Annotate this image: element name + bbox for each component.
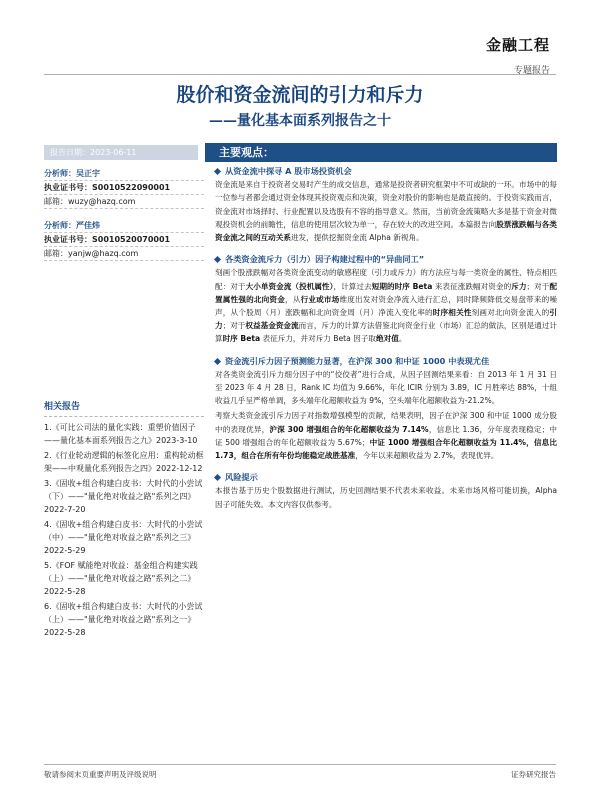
diamond-bullet-icon [214,256,221,263]
body-text: 而言，斥力的计算方法借鉴北向资金行业（市场）汇总的做法，区别是通过计算 [215,321,558,344]
emphasis-text: 配置属性强的北向资金 [215,281,558,304]
section-heading-text: 从资金流中探寻 A 股市场投资机会 [225,166,352,176]
body-text: ，计算过去 [333,281,372,291]
body-text: 。 [398,334,407,344]
related-report-item[interactable]: 6.《固收+组合构建白皮书：大时代的小尝试（上）——"量化绝对收益之路"系列之一》2022-5-28 [44,602,203,637]
emphasis-text: 中证 1000 增强组合年化超额收益为 11.4%，信息比 1.73，组合在所有年份均能稳定战胜基准 [215,437,557,461]
emphasis-text: 斥力 [511,281,527,291]
body-text: 本报告基于历史个股数据进行测试，历史回测结果不代表未来收益。未来市场风格可能切换，Alpha 因子可能失效。本文内容仅供参考。 [215,486,557,509]
emphasis-text: 沪深 300 增强组合的年化超额收益为 7.14% [269,424,429,434]
body-text: 表征斥力，并对斥力 Beta 因子取 [260,334,377,344]
related-report-item[interactable]: 2.《行业轮动逻辑的标签化应用：重构轮动框架——中观量化系列报告之四》2022-12-12 [44,451,204,473]
diamond-bullet-icon [214,358,221,365]
footer-divider [44,764,556,765]
section-heading [215,253,557,266]
analyst-email[interactable]: 邮箱：wuzy@hazq.com [44,195,204,209]
page-title: 股价和资金流间的引力和斥力 [176,84,424,106]
section-heading-text: 资金流引斥力因子预测能力显著，在沪深 300 和中证 1000 中表现尤佳 [225,355,490,366]
related-report-item[interactable]: 5.《FOF 赋能绝对收益：基金组合构建实践（上）——"量化绝对收益之路"系列之二》2022-5-28 [44,561,198,596]
section-gap [215,464,557,471]
emphasis-text: 引力 [215,308,558,331]
related-reports-title: 相关报告 [44,401,204,417]
body-text: ，从 [285,294,301,304]
main-points-content [215,165,557,513]
related-report-item[interactable]: 3.《固收+组合构建白皮书：大时代的小尝试（下）——"量化绝对收益之路"系列之四》2022-7-20 [44,479,203,514]
body-text: 刻画对北向资金流入的 [471,308,550,318]
report-type: 专题报告 [513,66,550,76]
body-text: ，今年以来超额收益为 2.7%，表现优异。 [355,451,499,461]
section-paragraph [215,409,557,462]
emphasis-text: 行业或市场 [300,294,340,304]
section-paragraph [215,178,557,244]
body-text: 刻画个股涨跌幅对各类资金流变动的敏感程度（引力或斥力）的方法应与每一类资金的属性、特点相匹配：对于 [215,268,557,291]
body-text: 对各类资金流引斥力细分因子中的“佼佼者”进行合成，从因子回测结果来看：自 2013 年 1 月 31 日至 2023 年 4 月 28 日，Rank IC 均值为 9.66%，年化 ICIR 分别为 3.89，IC 月胜率达 88%，十组收益几乎呈严格单调，多头端年化超额收益为 9%，空头端年化超额收益为-21.2%。 [215,369,557,406]
section-gap [215,348,557,355]
body-text: 维度出发对资金净流入进行汇总，同时降频降低交易盘带来的噪声，从个股周（月）涨跌幅和北向资金周（月）净流入变化率的 [215,294,558,318]
section-gap [215,246,557,253]
section-paragraph [215,484,557,510]
analyst-cert: 执业证书号：S0010520070001 [44,233,204,247]
related-report-item[interactable]: 1.《可比公司法的量化实践：重塑价值因子——量化基本面系列报告之九》2023-3-10 [44,423,198,445]
analyst-email[interactable]: 邮箱：yanjw@hazq.com [44,247,204,261]
report-category: 金融工程 [485,36,550,54]
body-text: ；对于 [526,281,550,291]
header-divider [44,74,556,75]
analyst-name: 分析师：严佳炜 [44,219,204,233]
footer-disclaimer: 敬请参阅末页重要声明及评级说明 [44,770,157,779]
page-subtitle: ——量化基本面系列报告之十 [209,113,391,129]
analyst-card [44,167,204,209]
related-report-item[interactable]: 4.《固收+组合构建白皮书：大时代的小尝试（中）——"量化绝对收益之路"系列之三》2022-5-29 [44,520,203,555]
section-heading [215,165,557,178]
diamond-bullet-icon [214,168,221,175]
report-header [486,34,550,76]
emphasis-text: 绝对值 [376,334,399,344]
emphasis-text: 时序 Beta [222,334,261,344]
section-paragraph [215,266,557,345]
report-date-bar: 报告日期：2023-06-11 [44,145,198,160]
body-text: 进发，提供挖掘资金流 Alpha 新视角。 [290,233,424,243]
main-points-label: 主要观点： [219,146,274,159]
emphasis-text: 股票涨跌幅与各类资金流之间的互动关系 [215,219,557,243]
emphasis-text: 权益基金资金流 [245,321,299,331]
body-text: 来表征涨跌幅对资金的 [432,281,512,291]
section-heading-text: 各类资金流斥力（引力）因子构建过程中的“异曲同工” [225,254,425,265]
analyst-cert: 执业证书号：S0010522090001 [44,181,204,195]
body-text: 考察大类资金流引斥力因子对指数增强模型的贡献，结果表明，因子在沪深 300 和中证 1000 成分股中的表现优异， [215,411,557,434]
section-heading [215,471,557,484]
emphasis-text: 短期的时序 Beta [371,281,433,291]
body-text: ，信息比 1.36，分年度表现稳定；中证 500 增强组合的年化超额收益为 5.67%； [215,424,557,447]
body-text: 资金流是来自于投资者交易时产生的成交信息，通常是投资者研究框架中不可或缺的一环。市场中的每一位参与者都会通过资金体现其投资观点和决策，资金对股价的影响也是最直接的。于投资实践而言，资金流对市场择时、行业配置以及选股有不容的指导意义。然而，当前资金流策略大多是基于资金对微观投资机会的前瞻性，信息的使用层次较为单一，存在较大的改进空间。本篇报告向 [215,180,557,229]
left-sidebar [44,167,204,641]
emphasis-text: 大小单资金流（投机属性） [245,281,334,291]
body-text: ；对于 [222,321,246,331]
analyst-card [44,219,204,261]
main-points-bar [205,143,557,162]
section-heading [215,355,557,368]
emphasis-text: 时序相关性 [432,308,472,318]
section-heading-text: 风险提示 [225,472,258,483]
footer-label: 证券研究报告 [511,770,556,779]
analyst-name: 分析师：吴正宇 [44,167,204,181]
section-paragraph [215,368,557,408]
diamond-bullet-icon [214,474,221,481]
